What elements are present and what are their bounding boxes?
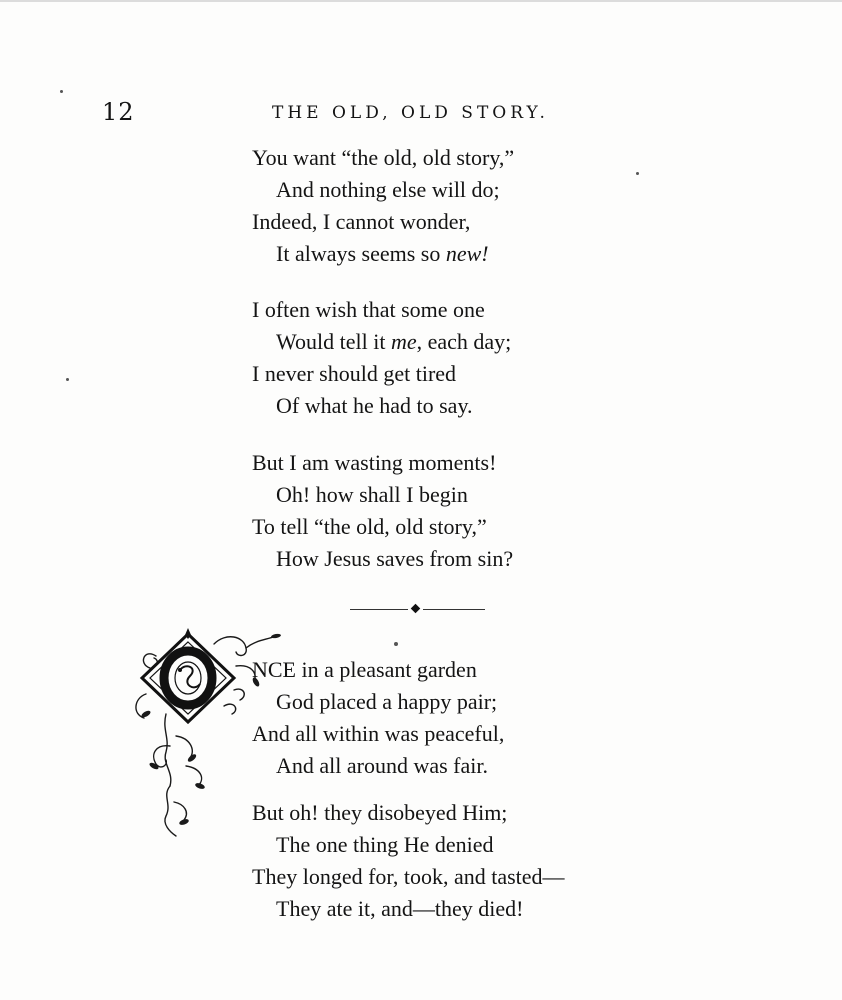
poem-line: You want “the old, old story,” [252,145,515,170]
poem-line: God placed a happy pair; [276,689,498,714]
poem-line: NCE in a pleasant garden [252,657,477,682]
poem-line: And nothing else will do; [276,177,500,202]
poem-line: But I am wasting moments! [252,450,497,475]
poem-line: Of what he had to say. [276,393,473,418]
line-text: Would tell it [276,329,391,354]
stanza-1 [252,142,514,270]
running-title: THE OLD, OLD STORY. [272,103,549,123]
poem-line: They longed for, took, and tasted— [252,864,565,889]
poem-line: Indeed, I cannot wonder, [252,209,471,234]
stanza-2 [252,294,511,422]
page-edge [0,0,842,2]
italic-word: me [390,329,417,354]
print-speck [60,90,63,93]
stanza-4 [252,654,504,782]
rule-line-right [423,609,485,610]
diamond-rule-icon [350,602,485,616]
line-text: It always seems so [276,241,446,266]
poem-line: The one thing He denied [276,832,494,857]
print-speck [66,378,69,381]
poem-line: I never should get tired [252,361,457,386]
poem-line: They ate it, and—they died! [276,896,524,921]
line-text: , each day; [416,329,512,354]
poem-line: How Jesus saves from sin? [276,546,514,571]
poem-line [252,238,514,270]
poem-line: But oh! they disobeyed Him; [252,800,508,825]
print-speck [636,172,639,175]
poem-line: And all around was fair. [276,753,488,778]
rule-line-left [350,609,408,610]
poem-line: Oh! how shall I begin [276,482,468,507]
poem-line: To tell “the old, old story,” [252,514,487,539]
stanza-3 [252,447,513,575]
rule-diamond [411,604,421,614]
stanza-5 [252,797,565,925]
poem-line: And all within was peaceful, [252,721,505,746]
italic-word: new! [445,241,489,266]
poem-line [252,326,511,358]
print-speck [394,642,398,646]
page-number: 12 [102,98,135,126]
poem-line: I often wish that some one [252,297,485,322]
